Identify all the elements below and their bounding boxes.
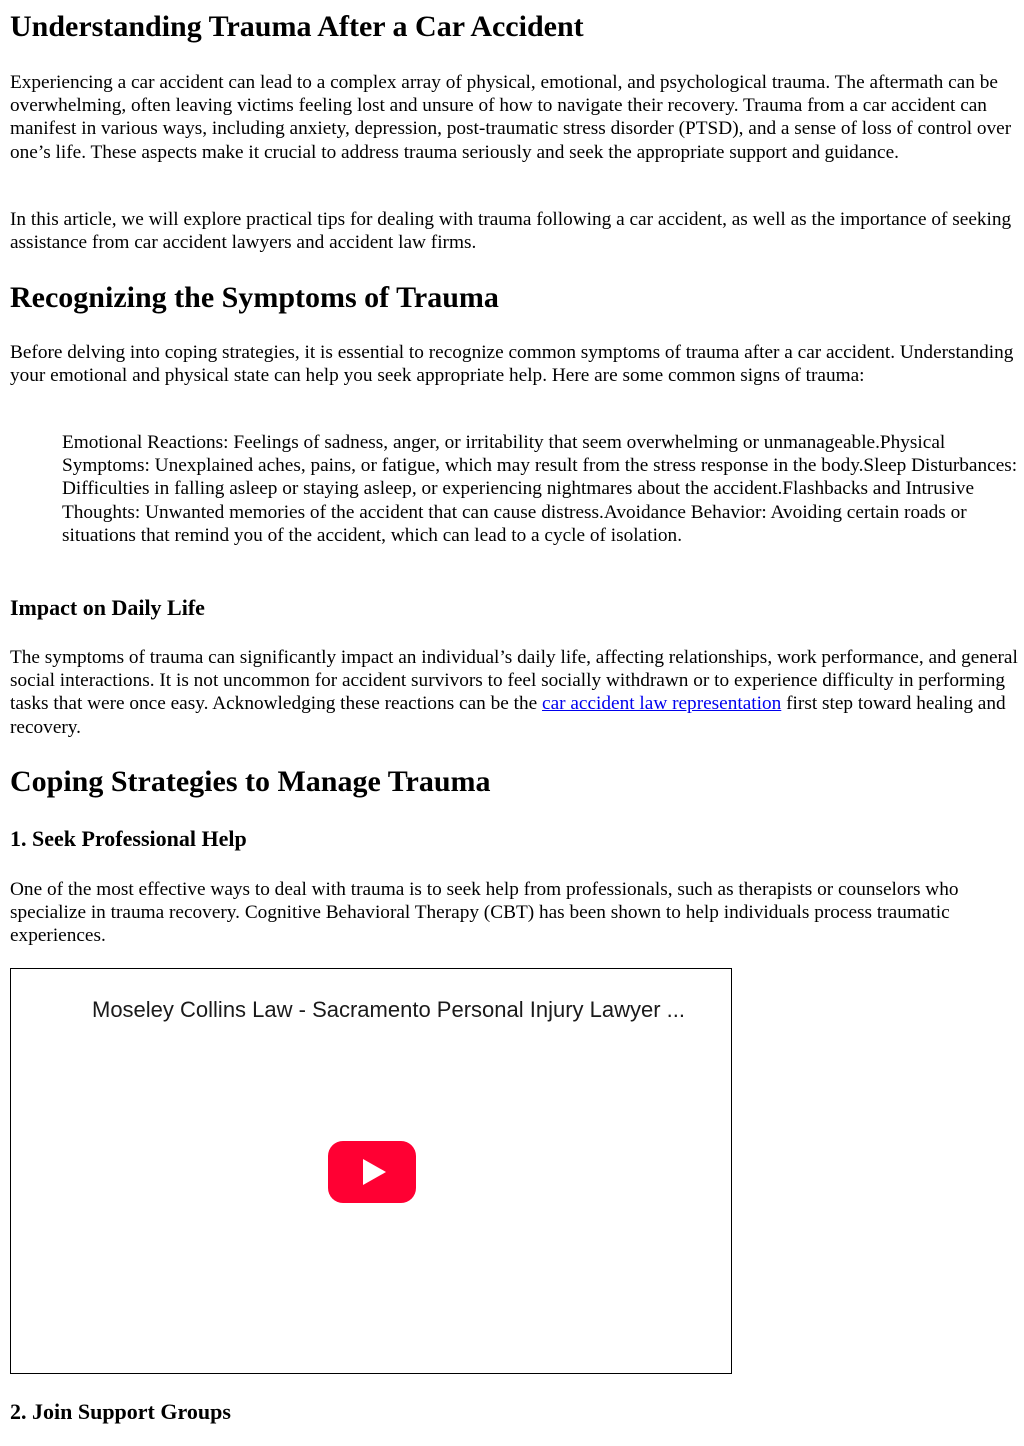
- intro-paragraph-2: In this article, we will explore practical tips for dealing with trauma following a car accident, as well as the importance of seeking assistance from car accident lawyers and accident law firms.: [10, 209, 1012, 254]
- impact-paragraph: [10, 646, 1018, 739]
- impact-heading: Impact on Daily Life: [10, 595, 205, 620]
- symptoms-list: Emotional Reactions: Feelings of sadness, anger, or irritability that seem overwhelming or unmanageable.Physical Symptoms: Unexplained aches, pains, or fatigue, which may result from the stress response in the body.Sleep Disturbances: Difficulties in falling asleep or staying asleep, or experiencing nightmares about the accident.Flashbacks and Intrusive Thoughts: Unwanted memories of the accident that can cause distress.Avoidance Behavior: Avoiding certain roads or situations that remind you of the accident, which can lead to a cycle of isolation.: [62, 432, 1018, 546]
- page-title: Understanding Trauma After a Car Accident: [10, 10, 584, 43]
- video-title[interactable]: Moseley Collins Law - Sacramento Personal Injury Lawyer ...: [92, 997, 686, 1022]
- impact-text-after-link: first step toward healing and recovery.: [10, 693, 1006, 738]
- coping-heading: Coping Strategies to Manage Trauma: [10, 765, 491, 798]
- video-embed[interactable]: [10, 968, 732, 1374]
- seek-help-heading: 1. Seek Professional Help: [10, 826, 247, 851]
- intro-paragraph-1: Experiencing a car accident can lead to a complex array of physical, emotional, and psychological trauma. The aftermath can be overwhelming, often leaving victims feeling lost and unsure of how to navigate their recovery. Trauma from a car accident can manifest in various ways, including anxiety, depression, post-traumatic stress disorder (PTSD), and a sense of loss of control over one’s life. These aspects make it crucial to address trauma seriously and seek the appropriate support and guidance.: [10, 72, 1012, 163]
- support-groups-heading: 2. Join Support Groups: [10, 1399, 231, 1424]
- impact-text-before-link: The symptoms of trauma can significantly impact an individual’s daily life, affecting relationships, work performance, and general social interactions. It is not uncommon for accident survivors to feel socially withdrawn or to experience difficulty in performing tasks that were once easy. Acknowledging these reactions can be the: [10, 647, 1018, 715]
- seek-help-paragraph: One of the most effective ways to deal with trauma is to seek help from professionals, such as therapists or counselors who specialize in trauma recovery. Cognitive Behavioral Therapy (CBT) has been shown to help individuals process traumatic experiences.: [10, 879, 959, 947]
- youtube-play-icon[interactable]: [328, 1141, 416, 1203]
- symptoms-heading: Recognizing the Symptoms of Trauma: [10, 281, 499, 314]
- symptoms-intro-paragraph: Before delving into coping strategies, it is essential to recognize common symptoms of trauma after a car accident. Understanding your emotional and physical state can help you seek appropriate help. Here are some common signs of trauma:: [10, 342, 1014, 387]
- car-accident-law-representation-link[interactable]: car accident law representation: [542, 693, 782, 715]
